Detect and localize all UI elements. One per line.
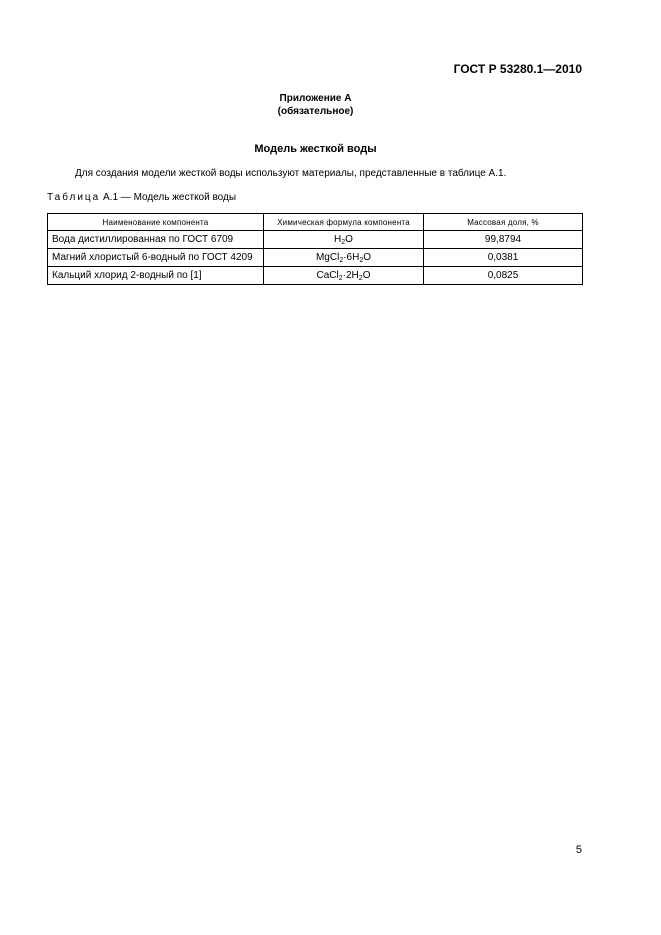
page-number: 5 [575,844,582,856]
formula-subscript: 2 [341,239,346,246]
formula-part: O [362,270,371,281]
appendix-heading [0,92,631,118]
column-header-fraction: Массовая доля, % [424,214,583,231]
components-table [47,213,583,285]
formula-subscript: 2 [359,257,364,264]
formula-part: H [334,234,342,245]
column-header-formula: Химическая формула компонента [264,214,424,231]
document-code: ГОСТ Р 53280.1—2010 [453,62,582,76]
section-title: Модель жесткой воды [254,143,377,155]
formula-subscript: 2 [339,257,344,264]
component-name: Вода дистиллированная по ГОСТ 6709 [48,231,264,249]
table-caption [47,192,236,203]
column-header-name: Наименование компонента [48,214,264,231]
mass-fraction: 0,0825 [424,267,583,285]
formula-part: ·6H [343,252,360,263]
table-caption-text: А.1 — Модель жесткой воды [103,192,237,203]
component-name: Кальций хлорид 2-водный по [1] [48,267,264,285]
mass-fraction: 0,0381 [424,249,583,267]
mass-fraction: 99,8794 [424,231,583,249]
table-header-row [48,214,583,231]
formula-subscript: 2 [358,275,363,282]
formula-part: MgCl [315,252,340,263]
formula-part: ·2H [342,270,359,281]
formula-subscript: 2 [338,275,343,282]
component-formula [264,231,424,249]
appendix-title: Приложение А [279,93,352,104]
intro-paragraph: Для создания модели жесткой воды используют материалы, представленные в таблице А.1. [75,168,507,179]
table-row [48,231,583,249]
component-name: Магний хлористый 6-водный по ГОСТ 4209 [48,249,264,267]
formula-part: O [345,234,353,245]
table-caption-word: Таблица [47,192,101,203]
table-row [48,267,583,285]
appendix-status: (обязательное) [277,106,354,117]
formula-part: O [363,252,372,263]
component-formula [264,249,424,267]
formula-part: CaCl [316,270,339,281]
component-formula [264,267,424,285]
table-row [48,249,583,267]
